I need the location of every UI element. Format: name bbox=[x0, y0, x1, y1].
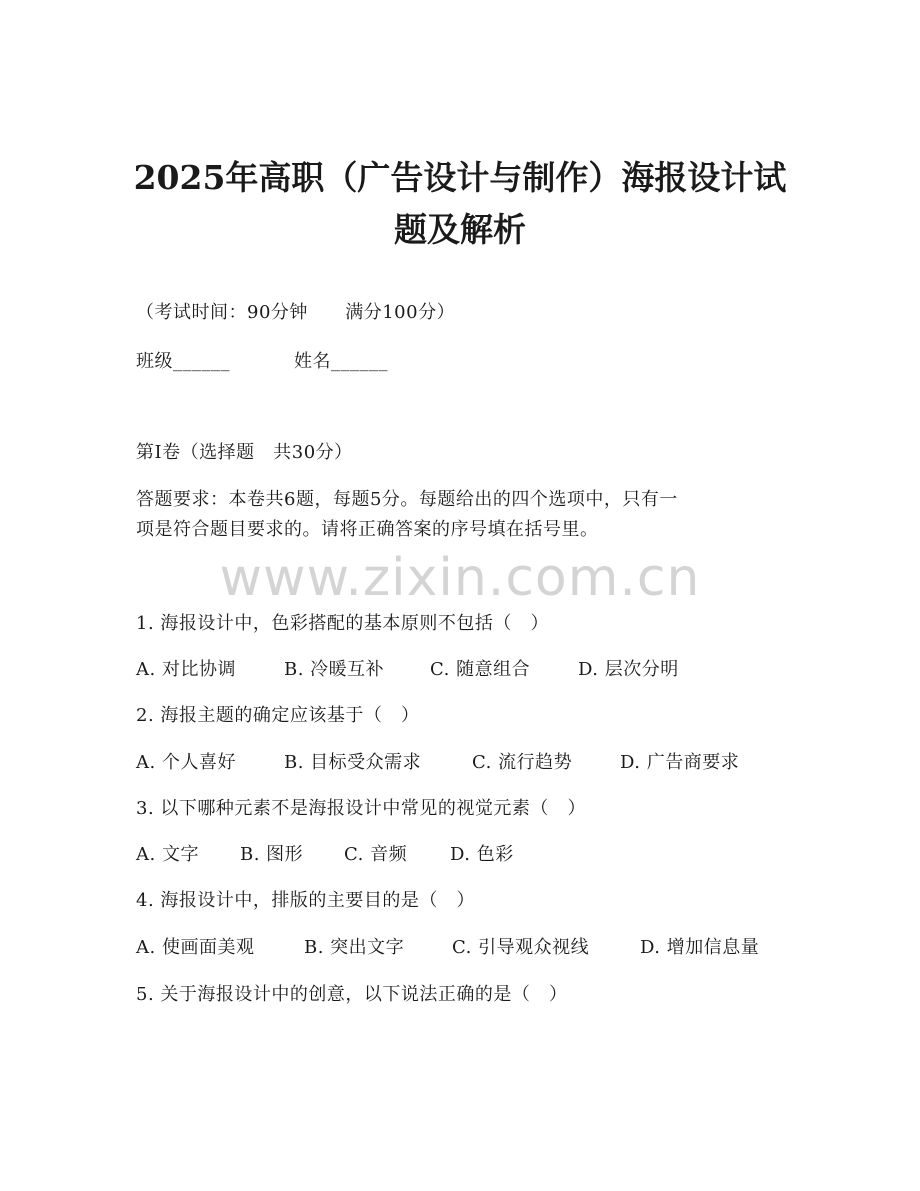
question-3-option-c: C. 音频 bbox=[344, 844, 408, 865]
question-3-option-b: B. 图形 bbox=[240, 844, 304, 865]
question-1-option-c: C. 随意组合 bbox=[430, 659, 531, 680]
question-4-option-c: C. 引导观众视线 bbox=[452, 937, 590, 958]
question-3-option-d: D. 色彩 bbox=[450, 844, 514, 865]
question-4-option-d: D. 增加信息量 bbox=[640, 937, 760, 958]
document-title-line-1: 2025年高职（广告设计与制作）海报设计试 bbox=[133, 158, 787, 197]
question-4-options bbox=[136, 935, 759, 961]
question-4-text: 4. 海报设计中，排版的主要目的是（ ） bbox=[136, 890, 476, 911]
question-3-option-a: A. 文字 bbox=[136, 844, 199, 865]
instructions-line-2: 项是符合题目要求的。请将正确答案的序号填在括号里。 bbox=[136, 519, 599, 540]
question-2-option-b: B. 目标受众需求 bbox=[284, 752, 422, 773]
instructions-line-1: 答题要求：本卷共6题，每题5分。每题给出的四个选项中，只有一 bbox=[136, 489, 678, 510]
watermark: www.zixin.com.cn bbox=[219, 548, 701, 608]
section-heading: 第I卷（选择题 共30分） bbox=[136, 442, 353, 463]
document-title-line-2: 题及解析 bbox=[394, 210, 526, 249]
name-field-label: 姓名______ bbox=[294, 351, 388, 372]
question-1-option-a: A. 对比协调 bbox=[136, 659, 236, 680]
question-2-text: 2. 海报主题的确定应该基于（ ） bbox=[136, 705, 420, 726]
question-2-option-c: C. 流行趋势 bbox=[472, 752, 573, 773]
question-2-option-a: A. 个人喜好 bbox=[136, 752, 236, 773]
exam-info: （考试时间：90分钟 满分100分） bbox=[136, 302, 456, 323]
question-4-option-a: A. 使画面美观 bbox=[136, 937, 255, 958]
question-1-option-d: D. 层次分明 bbox=[578, 659, 679, 680]
question-3-text: 3. 以下哪种元素不是海报设计中常见的视觉元素（ ） bbox=[136, 798, 587, 819]
question-3-options bbox=[136, 842, 514, 868]
question-1-option-b: B. 冷暖互补 bbox=[284, 659, 385, 680]
question-5-text: 5. 关于海报设计中的创意，以下说法正确的是（ ） bbox=[136, 984, 568, 1005]
question-4-option-b: B. 突出文字 bbox=[304, 937, 405, 958]
class-field-label: 班级______ bbox=[136, 351, 230, 372]
question-2-options bbox=[136, 750, 739, 776]
question-1-text: 1. 海报设计中，色彩搭配的基本原则不包括（ ） bbox=[136, 613, 550, 634]
question-1-options bbox=[136, 657, 679, 683]
question-2-option-d: D. 广告商要求 bbox=[620, 752, 740, 773]
